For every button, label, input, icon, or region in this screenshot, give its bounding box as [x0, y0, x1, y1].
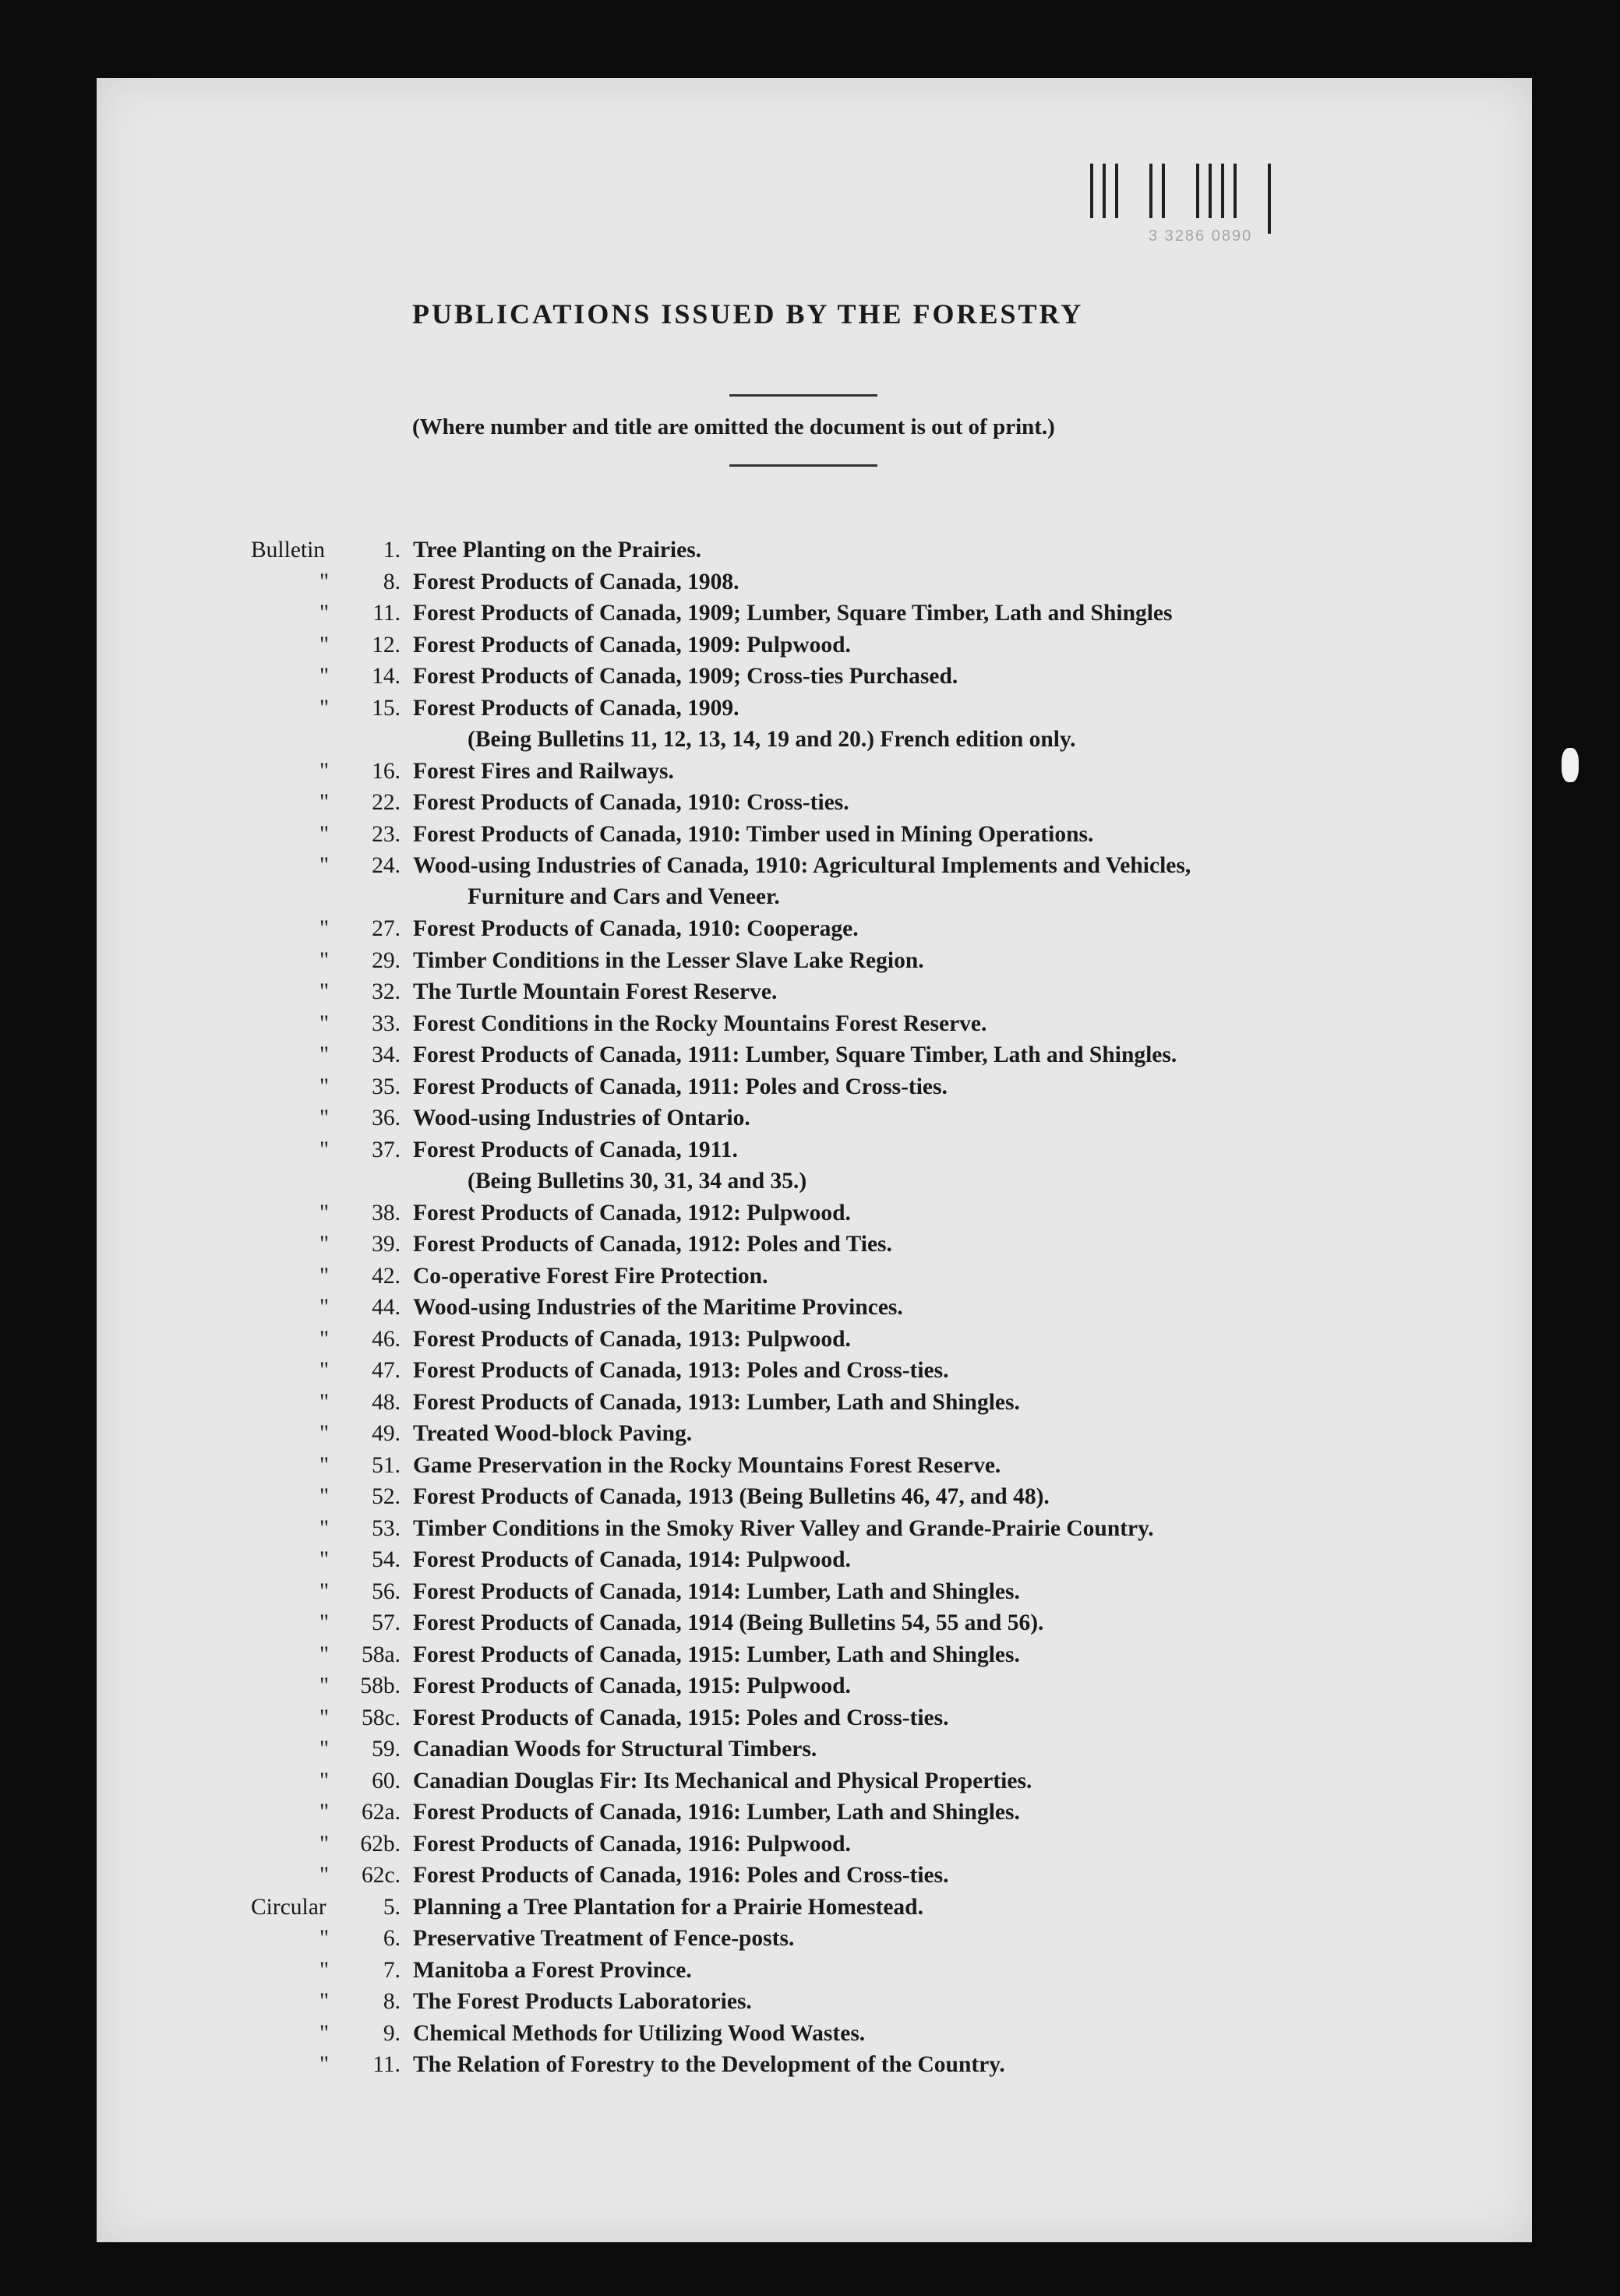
publication-title: Forest Products of Canada, 1910: Timber used in Mining Operations. — [413, 821, 1094, 847]
publication-title: Co-operative Forest Fire Protection. — [413, 1263, 768, 1289]
publication-number: 14. — [372, 664, 401, 689]
list-item — [97, 1358, 1532, 1390]
ditto-mark: " — [319, 1705, 330, 1730]
list-item — [97, 1895, 1532, 1927]
ditto-mark: " — [319, 1452, 330, 1478]
publication-title: Timber Conditions in the Lesser Slave Lake Region. — [413, 947, 924, 973]
list-item — [97, 696, 1532, 759]
publication-title: Forest Products of Canada, 1912: Pulpwood. — [413, 1200, 851, 1226]
list-item — [97, 790, 1532, 822]
publication-title: Forest Products of Canada, 1913 (Being Bulletins 46, 47, and 48). — [413, 1484, 1050, 1509]
ditto-mark: " — [319, 1484, 330, 1509]
publication-title: Treated Wood-block Paving. — [413, 1421, 693, 1446]
series-label: Bulletin — [251, 538, 326, 563]
publication-title: The Relation of Forestry to the Development of the Country. — [413, 2052, 1005, 2077]
publication-number: 62c. — [362, 1863, 401, 1888]
ditto-mark: " — [319, 1389, 330, 1415]
publication-title-continued: (Being Bulletins 30, 31, 34 and 35.) — [468, 1168, 807, 1194]
publication-title: Forest Products of Canada, 1916: Poles and Cross-ties. — [413, 1863, 949, 1888]
ditto-mark: " — [319, 664, 330, 689]
list-item — [97, 664, 1532, 696]
publication-title: Forest Products of Canada, 1916: Lumber, Lath and Shingles. — [413, 1800, 1020, 1825]
publication-title: Forest Products of Canada, 1908. — [413, 569, 739, 594]
ditto-mark: " — [319, 1800, 330, 1825]
list-item — [97, 948, 1532, 980]
publication-number: 24. — [372, 853, 401, 878]
list-item — [97, 1800, 1532, 1832]
list-item — [97, 1863, 1532, 1895]
ditto-mark: " — [319, 2052, 330, 2077]
publication-number: 42. — [372, 1263, 401, 1289]
publication-number: 62b. — [360, 1831, 401, 1857]
ditto-mark: " — [319, 1989, 330, 2014]
publication-title: Wood-using Industries of the Maritime Provinces. — [413, 1295, 903, 1320]
publication-title: The Forest Products Laboratories. — [413, 1989, 752, 2014]
publication-number: 51. — [372, 1452, 401, 1478]
publication-title: Timber Conditions in the Smoky River Valley and Grande-Prairie Country. — [413, 1515, 1154, 1541]
list-item — [97, 601, 1532, 633]
publication-number: 37. — [372, 1137, 401, 1162]
ditto-mark: " — [319, 632, 330, 658]
publication-number: 1. — [383, 538, 401, 563]
ditto-mark: " — [319, 2020, 330, 2046]
publication-title: Forest Products of Canada, 1913: Poles and Cross-ties. — [413, 1358, 949, 1383]
list-item — [97, 1737, 1532, 1769]
ditto-mark: " — [319, 916, 330, 941]
list-item — [97, 1579, 1532, 1611]
publication-list — [97, 538, 1532, 2084]
publication-number: 23. — [372, 821, 401, 847]
list-item — [97, 1453, 1532, 1485]
ditto-mark: " — [319, 601, 330, 626]
ditto-mark: " — [319, 1326, 330, 1352]
publication-number: 15. — [372, 695, 401, 721]
list-item — [97, 2052, 1532, 2084]
list-item — [97, 759, 1532, 791]
publication-number: 39. — [372, 1232, 401, 1257]
publication-number: 8. — [383, 1989, 401, 2014]
document-page — [97, 78, 1532, 2242]
publication-number: 8. — [383, 569, 401, 594]
list-item — [97, 1926, 1532, 1958]
publication-title: Forest Products of Canada, 1914 (Being Bulletins 54, 55 and 56). — [413, 1610, 1044, 1635]
list-item — [97, 538, 1532, 570]
ditto-mark: " — [319, 1737, 330, 1762]
publication-number: 36. — [372, 1106, 401, 1130]
publication-title: Forest Products of Canada, 1912: Poles and Ties. — [413, 1232, 892, 1257]
publication-title: Canadian Douglas Fir: Its Mechanical and Physical Properties. — [413, 1768, 1032, 1793]
divider-top — [729, 394, 877, 397]
ditto-mark: " — [319, 1137, 330, 1162]
publication-title: Forest Products of Canada, 1916: Pulpwood. — [413, 1831, 851, 1857]
list-item — [97, 570, 1532, 601]
list-item — [97, 822, 1532, 854]
list-item — [97, 1137, 1532, 1201]
list-item — [97, 2021, 1532, 2053]
list-item — [97, 1769, 1532, 1800]
publication-title: Manitoba a Forest Province. — [413, 1957, 692, 1983]
page-title: PUBLICATIONS ISSUED BY THE FORESTRY — [412, 298, 1084, 330]
series-label: Circular — [251, 1894, 326, 1920]
publication-number: 58c. — [362, 1705, 401, 1730]
publication-title: The Turtle Mountain Forest Reserve. — [413, 979, 778, 1004]
publication-number: 11. — [372, 601, 401, 626]
list-item — [97, 1201, 1532, 1233]
publication-number: 60. — [372, 1768, 401, 1793]
list-item — [97, 1958, 1532, 1990]
out-of-print-note: (Where number and title are omitted the document is out of print.) — [412, 414, 1055, 439]
ditto-mark: " — [319, 1421, 330, 1446]
list-item — [97, 1674, 1532, 1705]
publication-number: 57. — [372, 1610, 401, 1635]
publication-number: 58b. — [360, 1674, 401, 1698]
publication-title: Preservative Treatment of Fence-posts. — [413, 1926, 795, 1951]
ditto-mark: " — [319, 758, 330, 784]
publication-title: Forest Products of Canada, 1911. — [413, 1137, 738, 1162]
publication-title: Forest Products of Canada, 1909; Cross-ties Purchased. — [413, 664, 958, 689]
publication-number: 5. — [383, 1894, 401, 1920]
ditto-mark: " — [319, 853, 330, 878]
list-item — [97, 1516, 1532, 1548]
publication-number: 6. — [383, 1926, 401, 1951]
publication-number: 11. — [372, 2052, 401, 2077]
publication-title: Wood-using Industries of Ontario. — [413, 1106, 750, 1130]
ditto-mark: " — [319, 821, 330, 847]
publication-title: Forest Products of Canada, 1915: Poles and Cross-ties. — [413, 1705, 949, 1730]
publication-title: Forest Products of Canada, 1909; Lumber, Square Timber, Lath and Shingles — [413, 601, 1173, 626]
publication-title: Forest Products of Canada, 1911: Lumber, Square Timber, Lath and Shingles. — [413, 1042, 1177, 1067]
list-item — [97, 916, 1532, 948]
list-item — [97, 1327, 1532, 1359]
publication-title: Forest Products of Canada, 1914: Lumber, Lath and Shingles. — [413, 1578, 1020, 1604]
publication-number: 34. — [372, 1042, 401, 1067]
publication-title: Game Preservation in the Rocky Mountains Forest Reserve. — [413, 1452, 1001, 1478]
publication-number: 58a. — [362, 1642, 401, 1667]
ditto-mark: " — [319, 1926, 330, 1951]
list-item — [97, 1011, 1532, 1043]
ditto-mark: " — [319, 1042, 330, 1067]
barcode-number: 3 3286 0890 — [1149, 227, 1253, 245]
list-item — [97, 633, 1532, 665]
publication-number: 52. — [372, 1484, 401, 1509]
publication-title: Forest Products of Canada, 1910: Cross-ties. — [413, 790, 849, 815]
publication-title: Forest Products of Canada, 1909: Pulpwood. — [413, 632, 851, 658]
ditto-mark: " — [319, 1515, 330, 1541]
ditto-mark: " — [319, 947, 330, 973]
ditto-mark: " — [319, 695, 330, 721]
ditto-mark: " — [319, 1578, 330, 1604]
publication-title: Forest Fires and Railways. — [413, 758, 674, 784]
publication-number: 27. — [372, 916, 401, 941]
list-item — [97, 853, 1532, 916]
list-item — [97, 1642, 1532, 1674]
publication-title: Forest Products of Canada, 1915: Pulpwood. — [413, 1674, 851, 1698]
ditto-mark: " — [319, 1358, 330, 1383]
ditto-mark: " — [319, 1768, 330, 1793]
ditto-mark: " — [319, 1831, 330, 1857]
list-item — [97, 1610, 1532, 1642]
ditto-mark: " — [319, 1863, 330, 1888]
publication-number: 33. — [372, 1010, 401, 1036]
publication-number: 47. — [372, 1358, 401, 1383]
publication-number: 56. — [372, 1578, 401, 1604]
ditto-mark: " — [319, 1106, 330, 1130]
list-item — [97, 979, 1532, 1011]
publication-title: Forest Products of Canada, 1910: Cooperage. — [413, 916, 859, 941]
publication-title: Forest Products of Canada, 1911: Poles and Cross-ties. — [413, 1074, 948, 1099]
ditto-mark: " — [319, 1074, 330, 1099]
publication-title: Tree Planting on the Prairies. — [413, 538, 702, 563]
list-item — [97, 1705, 1532, 1737]
publication-title: Chemical Methods for Utilizing Wood Wastes. — [413, 2020, 866, 2046]
publication-title: Forest Conditions in the Rocky Mountains Forest Reserve. — [413, 1010, 987, 1036]
list-item — [97, 1484, 1532, 1516]
publication-number: 54. — [372, 1547, 401, 1572]
list-item — [97, 1390, 1532, 1422]
list-item — [97, 1042, 1532, 1074]
ditto-mark: " — [319, 1957, 330, 1983]
publication-number: 44. — [372, 1295, 401, 1320]
list-item — [97, 1989, 1532, 2021]
ditto-mark: " — [319, 1642, 330, 1667]
ditto-mark: " — [319, 1232, 330, 1257]
ditto-mark: " — [319, 1610, 330, 1635]
list-item — [97, 1547, 1532, 1579]
divider-bottom — [729, 464, 877, 467]
publication-number: 16. — [372, 758, 401, 784]
publication-number: 32. — [372, 979, 401, 1004]
ditto-mark: " — [319, 1263, 330, 1289]
list-item — [97, 1264, 1532, 1296]
publication-number: 59. — [372, 1737, 401, 1762]
list-item — [97, 1421, 1532, 1453]
publication-title: Forest Products of Canada, 1915: Lumber, Lath and Shingles. — [413, 1642, 1020, 1667]
publication-number: 22. — [372, 790, 401, 815]
publication-title: Forest Products of Canada, 1914: Pulpwood. — [413, 1547, 851, 1572]
publication-number: 38. — [372, 1200, 401, 1226]
list-item — [97, 1074, 1532, 1106]
ditto-mark: " — [319, 790, 330, 815]
ditto-mark: " — [319, 1547, 330, 1572]
list-item — [97, 1106, 1532, 1137]
publication-number: 49. — [372, 1421, 401, 1446]
publication-title: Forest Products of Canada, 1909. — [413, 695, 739, 721]
list-item — [97, 1295, 1532, 1327]
ditto-mark: " — [319, 1295, 330, 1320]
ditto-mark: " — [319, 979, 330, 1004]
ditto-mark: " — [319, 569, 330, 594]
publication-number: 7. — [383, 1957, 401, 1983]
ditto-mark: " — [319, 1200, 330, 1226]
publication-title-continued: (Being Bulletins 11, 12, 13, 14, 19 and 20.) French edition only. — [468, 726, 1076, 752]
list-item — [97, 1232, 1532, 1264]
publication-title: Wood-using Industries of Canada, 1910: Agricultural Implements and Vehicles, — [413, 853, 1191, 878]
page-edge-mark — [1562, 748, 1579, 782]
publication-number: 29. — [372, 947, 401, 973]
publication-number: 62a. — [362, 1800, 401, 1825]
publication-title: Forest Products of Canada, 1913: Lumber, Lath and Shingles. — [413, 1389, 1020, 1415]
publication-title: Canadian Woods for Structural Timbers. — [413, 1737, 817, 1762]
publication-title: Planning a Tree Plantation for a Prairie Homestead. — [413, 1894, 923, 1920]
publication-number: 48. — [372, 1389, 401, 1415]
publication-number: 53. — [372, 1515, 401, 1541]
ditto-mark: " — [319, 1010, 330, 1036]
publication-number: 9. — [383, 2020, 401, 2046]
publication-number: 12. — [372, 632, 401, 658]
publication-title-continued: Furniture and Cars and Veneer. — [468, 884, 780, 909]
publication-number: 35. — [372, 1074, 401, 1099]
publication-number: 46. — [372, 1326, 401, 1352]
list-item — [97, 1832, 1532, 1864]
ditto-mark: " — [319, 1674, 330, 1698]
publication-title: Forest Products of Canada, 1913: Pulpwood. — [413, 1326, 851, 1352]
